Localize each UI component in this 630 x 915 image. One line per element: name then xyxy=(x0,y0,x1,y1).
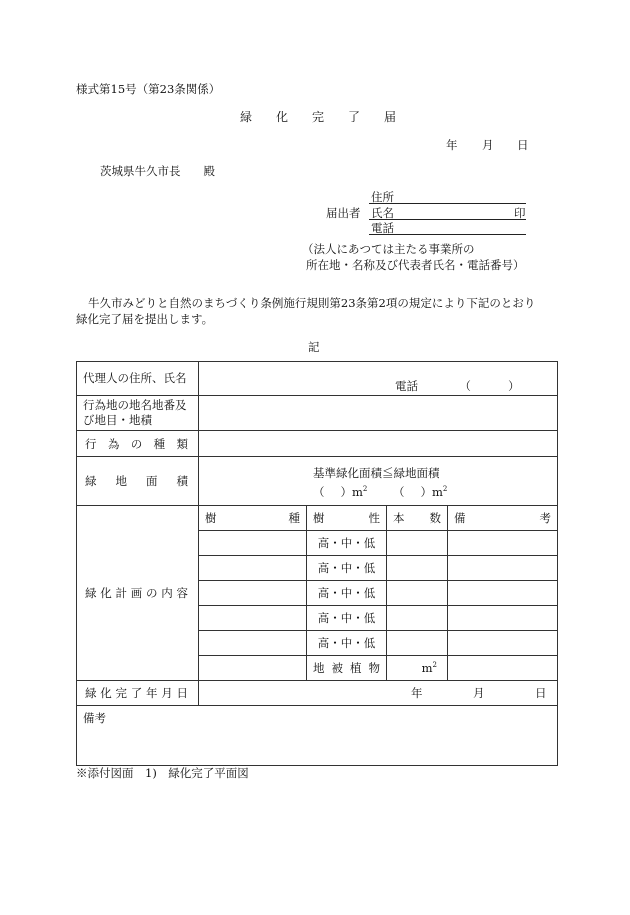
count-cell[interactable] xyxy=(387,631,448,656)
count-cell[interactable] xyxy=(387,556,448,581)
plan-label xyxy=(77,585,198,601)
species-cell[interactable] xyxy=(199,531,307,556)
name-underline xyxy=(369,219,526,220)
header-char: 本 xyxy=(393,511,405,525)
remarks-cell[interactable] xyxy=(448,606,558,631)
completion-char: 緑 xyxy=(85,686,97,700)
body-line1: 牛久市みどりと自然のまちづくり条例施行規則第23条第2項の規定により下記のとおり xyxy=(88,296,536,310)
plan-char: 容 xyxy=(176,586,188,600)
header-char: 考 xyxy=(539,511,551,525)
agent-phone-group xyxy=(395,379,520,393)
completion-label xyxy=(77,685,198,701)
date-month: 月 xyxy=(482,138,494,152)
ground-cover-char: 地 xyxy=(313,661,325,675)
plan-char: 緑 xyxy=(85,586,97,600)
header-char: 備 xyxy=(454,511,466,525)
phone-label: 電話 xyxy=(371,221,394,235)
action-type-label xyxy=(77,436,198,452)
plan-char: 内 xyxy=(161,586,173,600)
plan-char: 画 xyxy=(130,586,143,600)
agent-label: 代理人の住所、氏名 xyxy=(83,371,187,385)
header-count xyxy=(387,506,448,531)
green-area-char: 積 xyxy=(176,474,188,488)
unit-sup: 2 xyxy=(432,661,437,670)
agent-phone-paren-close: ） xyxy=(508,379,520,393)
attachment-note: ※添付図面 1) 緑化完了平面図 xyxy=(76,766,249,780)
nature-cell[interactable]: 高・中・低 xyxy=(307,631,387,656)
action-type-label-cell xyxy=(77,431,199,457)
completion-label-cell xyxy=(77,681,199,706)
completion-day: 日 xyxy=(535,686,547,700)
agent-value-cell[interactable] xyxy=(199,362,558,396)
seal-mark: 印 xyxy=(514,206,526,220)
header-char: 樹 xyxy=(205,511,217,525)
count-cell[interactable] xyxy=(387,606,448,631)
completion-char: 年 xyxy=(146,686,158,700)
action-type-char: 種 xyxy=(153,436,166,451)
green-area-char: 地 xyxy=(115,474,127,488)
header-char: 数 xyxy=(429,511,441,525)
completion-char: 完 xyxy=(115,686,127,700)
action-type-char: 行 xyxy=(85,436,97,451)
address-label: 住所 xyxy=(371,190,394,204)
remarks-cell[interactable] xyxy=(448,631,558,656)
action-type-char: 類 xyxy=(176,436,188,451)
header-char: 樹 xyxy=(313,511,325,525)
header-remarks xyxy=(448,506,558,531)
action-type-value-cell[interactable] xyxy=(199,431,558,457)
remarks-cell[interactable] xyxy=(448,656,558,681)
completion-year: 年 xyxy=(411,686,423,700)
header-char: 性 xyxy=(368,511,380,525)
ground-cover-char: 被 xyxy=(331,661,343,675)
green-area-label xyxy=(77,473,198,489)
header-nature xyxy=(307,506,387,531)
plan-label-cell xyxy=(77,506,199,681)
area-formula: 基準緑化面積≦緑地面積 xyxy=(313,466,440,480)
green-area-value-cell[interactable] xyxy=(199,457,558,506)
species-cell[interactable] xyxy=(199,631,307,656)
agent-phone-label: 電話 xyxy=(395,379,418,393)
nature-cell[interactable]: 高・中・低 xyxy=(307,606,387,631)
species-cell[interactable] xyxy=(199,556,307,581)
count-cell[interactable] xyxy=(387,531,448,556)
remarks-label: 備考 xyxy=(83,711,106,725)
area-standard-input xyxy=(313,482,367,499)
site-label-line1: 行為地の地名地番及 xyxy=(83,398,187,412)
nature-cell[interactable]: 高・中・低 xyxy=(307,556,387,581)
plan-char: 計 xyxy=(115,586,127,600)
remarks-box[interactable] xyxy=(77,706,558,766)
ground-cover-char: 植 xyxy=(350,661,362,675)
unit-m: m xyxy=(432,484,443,499)
unit-sup: 2 xyxy=(362,485,368,493)
completion-char: 月 xyxy=(161,686,173,700)
green-area-char: 緑 xyxy=(85,474,97,488)
addressee: 茨城県牛久市長 殿 xyxy=(100,164,215,178)
remarks-cell[interactable] xyxy=(448,556,558,581)
site-value-cell[interactable] xyxy=(199,396,558,431)
species-cell[interactable] xyxy=(199,606,307,631)
corporate-note-line1: （法人にあつては主たる事業所の xyxy=(302,242,475,256)
header-char: 種 xyxy=(288,511,300,525)
phone-underline xyxy=(369,234,526,235)
completion-date-cell[interactable] xyxy=(199,681,558,706)
green-area-label-cell xyxy=(77,457,199,506)
agent-label-cell xyxy=(77,362,199,396)
completion-month: 月 xyxy=(473,686,485,700)
green-area-char: 面 xyxy=(146,474,158,488)
action-type-char: の xyxy=(130,436,143,451)
nature-cell[interactable]: 高・中・低 xyxy=(307,531,387,556)
species-cell[interactable] xyxy=(199,581,307,606)
ground-cover-area-cell[interactable] xyxy=(387,656,448,681)
remarks-cell[interactable] xyxy=(448,531,558,556)
paren-open: （ xyxy=(393,484,405,499)
applicant-role: 届出者 xyxy=(326,206,361,220)
paren-close: ） xyxy=(420,484,432,499)
ground-cover-label xyxy=(307,660,386,676)
ground-cover-char: 物 xyxy=(368,661,380,675)
plan-char: の xyxy=(146,586,158,600)
unit-m: m xyxy=(352,484,363,499)
species-cell[interactable] xyxy=(199,656,307,681)
form-number: 様式第15号（第23条関係） xyxy=(76,82,221,96)
area-green-input xyxy=(393,482,447,499)
agent-phone-paren-open: （ xyxy=(459,379,471,393)
site-label-line2: び地目・地積 xyxy=(83,413,152,427)
unit-sup: 2 xyxy=(442,485,448,493)
body-line2: 緑化完了届を提出します。 xyxy=(76,312,214,326)
site-label-cell xyxy=(77,396,199,431)
date-day: 日 xyxy=(517,138,529,152)
plan-char: 化 xyxy=(100,586,112,600)
ground-cover-label-cell xyxy=(307,656,387,681)
completion-form-table xyxy=(76,361,558,766)
header-species xyxy=(199,506,307,531)
paren-close: ） xyxy=(340,484,352,499)
date-year: 年 xyxy=(446,138,458,152)
page-title: 緑 化 完 了 届 xyxy=(240,110,397,124)
name-label: 氏名 xyxy=(371,206,394,220)
completion-char: 化 xyxy=(100,686,112,700)
corporate-note-line2: 所在地・名称及び代表者氏名・電話番号） xyxy=(306,258,525,272)
count-cell[interactable] xyxy=(387,581,448,606)
completion-char: 日 xyxy=(176,686,188,700)
address-underline xyxy=(369,203,526,204)
nature-cell[interactable]: 高・中・低 xyxy=(307,581,387,606)
remarks-cell[interactable] xyxy=(448,581,558,606)
ki-heading: 記 xyxy=(308,340,320,354)
action-type-char: 為 xyxy=(107,436,120,451)
unit-m: m xyxy=(421,661,433,675)
paren-open: （ xyxy=(313,484,325,499)
completion-char: 了 xyxy=(130,686,143,700)
